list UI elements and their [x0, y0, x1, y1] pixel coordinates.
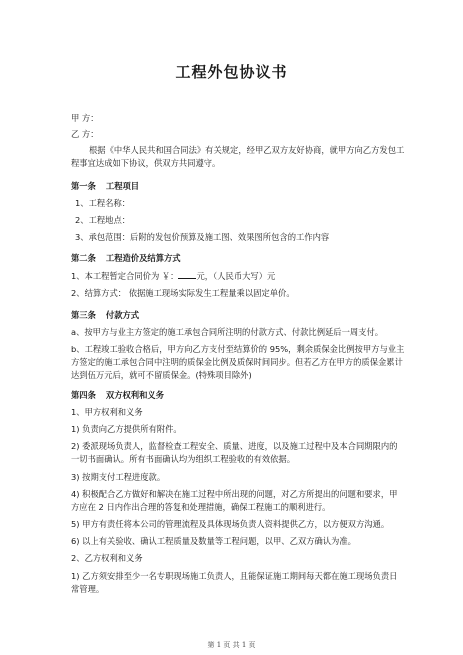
article-4-a-line-1: 1) 负责向乙方提供所有附件。 — [71, 424, 182, 434]
article-4-a-line-3: 一切书面确认。所有书面确认均为组织工程验收的有效依据。 — [71, 454, 296, 464]
article-1-item-1: 1、工程名称： — [75, 198, 131, 208]
page-footer: 第 1 页 共 1 页 — [207, 641, 256, 649]
article-1-item-3: 3、承包范围：后附的发包价预算及施工图、效果图所包含的工作内容 — [75, 232, 330, 242]
article-3-number: 第三条 — [71, 310, 96, 320]
article-4-name: 双方权利和义务 — [105, 390, 164, 400]
preamble-line-2: 程事宜达成如下协议，供双方共同遵守。 — [71, 158, 221, 168]
article-3-line-a: a、按甲方与业主方签定的施工承包合同所注明的付款方式、付款比例延后一周支付。 — [71, 327, 384, 337]
article-3-line-b3: 达到伍万元后，就可不留质保金。(特殊项目除外) — [71, 370, 252, 380]
article-4-heading — [71, 390, 164, 401]
article-4-a-line-5: 4) 积极配合乙方做好和解决在施工过程中所出现的问题，对乙方所提出的问题和要求，甲 — [71, 489, 398, 499]
article-4-a-line-8: 6) 以上有关验收、确认工程质量及数量等工程问题，以甲、乙双方确认为准。 — [71, 536, 356, 546]
article-2-name: 工程造价及结算方式 — [105, 253, 181, 263]
article-1-item-2: 2、工程地点： — [75, 215, 131, 225]
article-3-heading — [71, 310, 139, 321]
article-3-line-b2: 方签定的施工承包合同中注明的质保金比例及质保时间同步。但若乙方在甲方的质保金累计 — [71, 357, 403, 367]
article-4-a-line-4: 3) 按期支付工程进度款。 — [71, 472, 166, 482]
preamble-line-1: 根据《中华人民共和国合同法》有关规定，经甲乙双方友好协商，就甲方向乙方发包工 — [89, 145, 405, 155]
article-4-a-line-6: 方应在 2 日内作出合理的答复和处理措施，确保工程施工的顺利进行。 — [71, 502, 331, 512]
article-1-heading — [71, 181, 139, 192]
article-4-b-line-2: 常管理。 — [71, 584, 105, 594]
article-3-line-b1: b、工程竣工验收合格后，甲方向乙方支付至结算价的 95%，剩余质保金比例按甲方与业主 — [71, 344, 405, 354]
article-1-name: 工程项目 — [105, 181, 140, 191]
article-4-a-line-7: 5) 甲方有责任将本公司的管理流程及具体现场负责人资料提供乙方，以方便双方沟通。 — [71, 519, 390, 529]
article-4-b-line-1: 1) 乙方须安排至少一名专职现场施工负责人，且能保证施工期间每天都在施工现场负责日 — [71, 571, 398, 581]
party-a-line: 甲 方： — [71, 113, 99, 123]
article-2-item-2: 2、结算方式： 依据施工现场实际发生工程量乘以固定单价。 — [71, 288, 295, 298]
article-2-heading — [71, 253, 181, 264]
article-2-number: 第二条 — [71, 253, 96, 263]
article-2-item-1 — [71, 270, 275, 282]
article-4-a-line-2: 2) 委派现场负责人，监督检查工程安全、质量、进度，以及施工过程中及本合同期限内的 — [71, 441, 398, 451]
party-b-line: 乙 方： — [71, 129, 99, 139]
document-title: 工程外包协议书 — [175, 63, 288, 81]
article-4-number: 第四条 — [71, 390, 96, 400]
article-3-name: 付款方式 — [105, 310, 140, 320]
contract-price-prefix: 1、本工程暂定合同价为 ￥： — [71, 271, 179, 281]
article-4-sub-b: 2、乙方权利和义务 — [71, 553, 143, 563]
article-4-sub-a: 1、甲方权利和义务 — [71, 407, 143, 417]
article-1-number: 第一条 — [71, 181, 96, 191]
price-blank — [178, 270, 196, 279]
contract-price-suffix: 元，（人民币大写）元 — [196, 271, 276, 281]
